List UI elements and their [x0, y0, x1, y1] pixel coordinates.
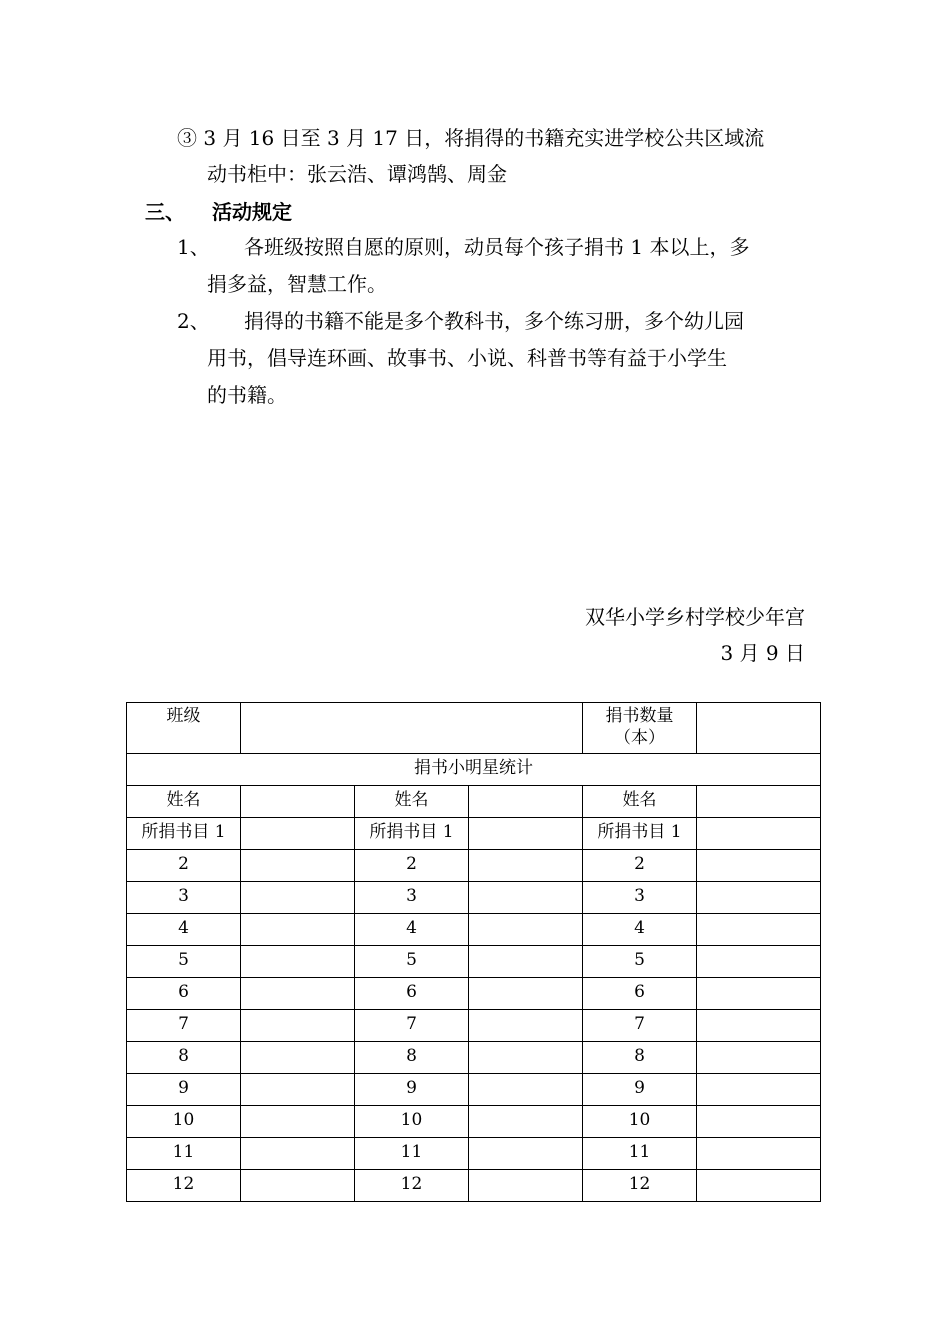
book-number-cell: 10: [127, 1106, 241, 1138]
book-title-cell[interactable]: [241, 1074, 355, 1106]
first-title-label-cell: 所捐书目 1: [127, 818, 241, 850]
count-label-cell: [583, 703, 697, 754]
book-row: [127, 1106, 821, 1138]
book-title-cell[interactable]: [241, 1042, 355, 1074]
book-row: [127, 978, 821, 1010]
name-value-cell[interactable]: [469, 786, 583, 818]
name-label-cell: 姓名: [127, 786, 241, 818]
book-title-cell[interactable]: [469, 914, 583, 946]
rule2-text: 捐得的书籍不能是多个教科书，多个练习册，多个幼儿园: [244, 309, 744, 333]
rule2-line1: [177, 307, 744, 335]
book-title-cell[interactable]: [697, 1074, 821, 1106]
book-title-cell[interactable]: [469, 1106, 583, 1138]
book-title-cell[interactable]: [241, 850, 355, 882]
first-title-label-cell: 所捐书目 1: [583, 818, 697, 850]
rule1-line1: [177, 233, 749, 261]
book-title-cell[interactable]: [241, 914, 355, 946]
book-number-cell: 3: [355, 882, 469, 914]
book-title-cell[interactable]: [469, 1138, 583, 1170]
book-row: [127, 1010, 821, 1042]
stars-title-row: [127, 754, 821, 786]
book-number-cell: 9: [127, 1074, 241, 1106]
book-title-cell[interactable]: [469, 1042, 583, 1074]
book-number-cell: 11: [355, 1138, 469, 1170]
book-number-cell: 6: [127, 978, 241, 1010]
book-number-cell: 7: [355, 1010, 469, 1042]
book-number-cell: 8: [127, 1042, 241, 1074]
book-number-cell: 10: [355, 1106, 469, 1138]
class-header-row: [127, 703, 821, 754]
book-title-cell[interactable]: [697, 946, 821, 978]
book-title-cell[interactable]: [697, 914, 821, 946]
book-number-cell: 11: [127, 1138, 241, 1170]
book-number-cell: 6: [583, 978, 697, 1010]
book-title-cell[interactable]: [241, 1170, 355, 1202]
rule1-number: 1、: [177, 235, 210, 259]
book-title-cell[interactable]: [469, 1170, 583, 1202]
name-row: [127, 786, 821, 818]
count-label-line2: （本）: [614, 728, 666, 748]
rule2-line3: 的书籍。: [207, 383, 287, 407]
section-title: 活动规定: [212, 200, 292, 224]
book-row: [127, 946, 821, 978]
book-number-cell: 2: [583, 850, 697, 882]
donation-stats-table: [126, 702, 821, 1202]
book-title-cell[interactable]: [697, 1138, 821, 1170]
book-number-cell: 6: [355, 978, 469, 1010]
book-row: [127, 914, 821, 946]
book-title-cell[interactable]: [697, 1106, 821, 1138]
book-title-cell[interactable]: [241, 1106, 355, 1138]
signature-date: 3 月 9 日: [720, 641, 805, 665]
rule2-line2: 用书，倡导连环画、故事书、小说、科普书等有益于小学生: [207, 346, 727, 370]
class-value-cell[interactable]: [241, 703, 583, 754]
book-title-cell[interactable]: [469, 946, 583, 978]
book-number-cell: 8: [355, 1042, 469, 1074]
book-title-cell[interactable]: [697, 850, 821, 882]
book-title-cell[interactable]: [469, 978, 583, 1010]
book-title-cell[interactable]: [241, 1138, 355, 1170]
book-title-cell[interactable]: [697, 1170, 821, 1202]
item3-line2: 动书柜中：张云浩、谭鸿鹄、周金: [207, 162, 507, 186]
rule2-number: 2、: [177, 309, 210, 333]
book-title-cell[interactable]: [241, 1010, 355, 1042]
section-number: 三、: [145, 200, 185, 224]
book-row: [127, 850, 821, 882]
rule1-text: 各班级按照自愿的原则，动员每个孩子捐书 1 本以上，多: [244, 235, 750, 259]
book-number-cell: 4: [127, 914, 241, 946]
book-row: [127, 1042, 821, 1074]
book-title-cell[interactable]: [469, 850, 583, 882]
signature-organization: 双华小学乡村学校少年宫: [585, 605, 805, 629]
book-number-cell: 9: [355, 1074, 469, 1106]
book-number-cell: 9: [583, 1074, 697, 1106]
stars-title-cell: 捐书小明星统计: [127, 754, 821, 786]
book-title-cell[interactable]: [469, 1074, 583, 1106]
book-number-cell: 12: [127, 1170, 241, 1202]
book-number-cell: 3: [127, 882, 241, 914]
book-number-cell: 7: [583, 1010, 697, 1042]
book-row: [127, 1074, 821, 1106]
book-number-cell: 4: [355, 914, 469, 946]
book-title-cell[interactable]: [697, 1010, 821, 1042]
count-label-line1: 捐书数量: [605, 706, 674, 726]
book-number-cell: 2: [127, 850, 241, 882]
book-number-cell: 10: [583, 1106, 697, 1138]
book-number-cell: 5: [127, 946, 241, 978]
item3-line1: ③ 3 月 16 日至 3 月 17 日，将捐得的书籍充实进学校公共区域流: [177, 126, 765, 150]
book-number-cell: 2: [355, 850, 469, 882]
name-value-cell[interactable]: [697, 786, 821, 818]
name-label-cell: 姓名: [583, 786, 697, 818]
count-value-cell[interactable]: [697, 703, 821, 754]
book-title-cell[interactable]: [469, 1010, 583, 1042]
book-title-cell[interactable]: [469, 818, 583, 850]
book-number-cell: 5: [583, 946, 697, 978]
book-row: [127, 1170, 821, 1202]
book-title-cell[interactable]: [469, 882, 583, 914]
book-title-cell[interactable]: [697, 978, 821, 1010]
book-number-cell: 3: [583, 882, 697, 914]
rule1-line2: 捐多益，智慧工作。: [207, 272, 387, 296]
book-number-cell: 5: [355, 946, 469, 978]
section-heading: [145, 198, 292, 226]
book-title-cell[interactable]: [697, 818, 821, 850]
book-title-cell[interactable]: [241, 946, 355, 978]
first-title-row: [127, 818, 821, 850]
first-title-label-cell: 所捐书目 1: [355, 818, 469, 850]
class-label-cell: 班级: [127, 703, 241, 754]
book-number-cell: 11: [583, 1138, 697, 1170]
book-number-cell: 4: [583, 914, 697, 946]
name-label-cell: 姓名: [355, 786, 469, 818]
book-number-cell: 8: [583, 1042, 697, 1074]
book-number-cell: 7: [127, 1010, 241, 1042]
book-title-cell[interactable]: [697, 1042, 821, 1074]
book-title-cell[interactable]: [697, 882, 821, 914]
book-row: [127, 882, 821, 914]
book-number-cell: 12: [583, 1170, 697, 1202]
book-title-cell[interactable]: [241, 818, 355, 850]
book-number-cell: 12: [355, 1170, 469, 1202]
book-title-cell[interactable]: [241, 978, 355, 1010]
book-row: [127, 1138, 821, 1170]
book-title-cell[interactable]: [241, 882, 355, 914]
name-value-cell[interactable]: [241, 786, 355, 818]
